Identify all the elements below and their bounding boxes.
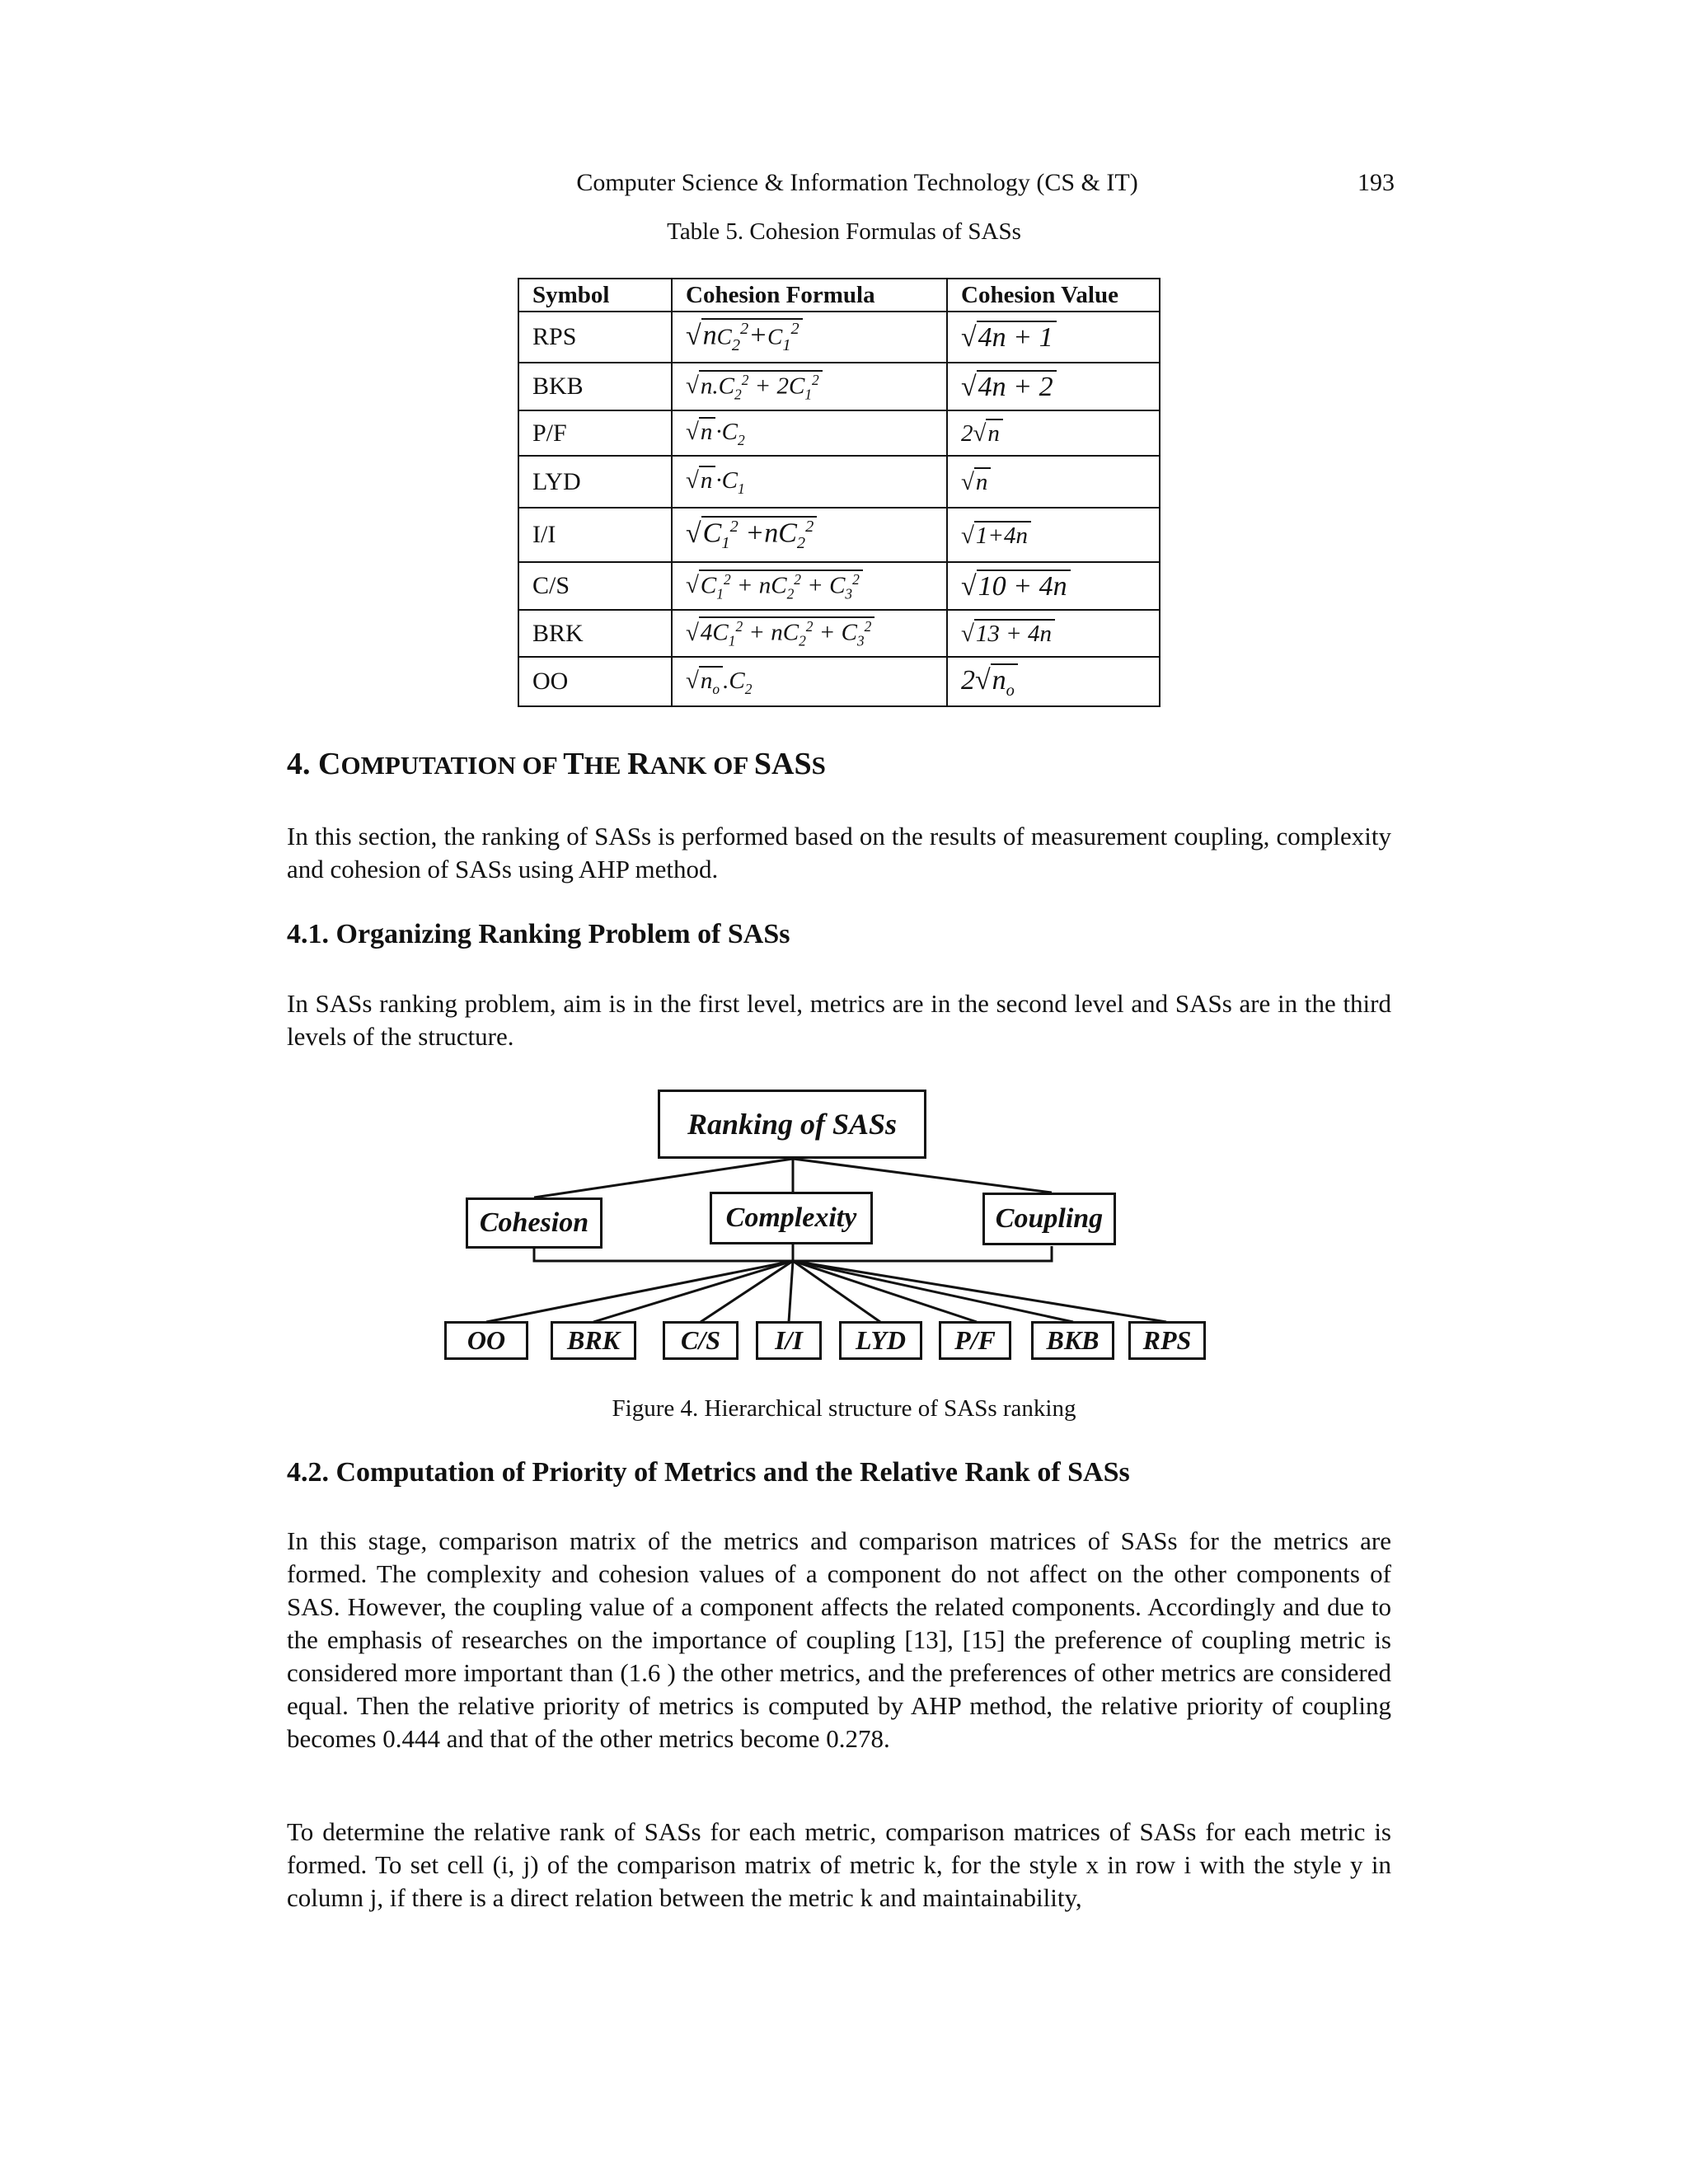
symbol-cell: C/S — [518, 562, 672, 610]
section-4-intro: In this section, the ranking of SASs is performed based on the results of measurement coupling, complexity and cohesion of SASs using AHP method. — [287, 822, 1391, 883]
symbol-cell: BKB — [518, 363, 672, 410]
formula-cell: $√n \cdot C_1$ — [672, 456, 947, 508]
section-4-1-body: In SASs ranking problem, aim is in the first level, metrics are in the second level and SASs are in the third levels of the structure. — [287, 989, 1391, 1051]
node-ii: I/I — [756, 1321, 822, 1360]
node-brk: BRK — [551, 1321, 636, 1360]
column-header-value: Cohesion Value — [947, 279, 1160, 312]
value-cell: √1+4n — [947, 508, 1160, 562]
section-4-heading: 4. COMPUTATION OF THE RANK OF SASS — [287, 747, 826, 781]
value-cell: √4n + 1 — [947, 312, 1160, 363]
page-number: 193 — [1357, 169, 1395, 196]
node-cs: C/S — [663, 1321, 738, 1360]
value-cell: √4n + 2 — [947, 363, 1160, 410]
formula-cell: $√C_1^2 + nC_2^2 + C_3^2$ — [672, 562, 947, 610]
formula-cell: $√nC_2^2+C_1^2$ — [672, 312, 947, 363]
value-cell: √10 + 4n — [947, 562, 1160, 610]
formula-cell: $√4C_1^2 + nC_2^2 + C_3^2$ — [672, 610, 947, 657]
section-4-2-heading: 4.2. Computation of Priority of Metrics and the Relative Rank of SASs — [287, 1457, 1130, 1488]
node-pf: P/F — [939, 1321, 1011, 1360]
figure-caption: Figure 4. Hierarchical structure of SASs ranking — [612, 1395, 1076, 1422]
node-bkb: BKB — [1031, 1321, 1114, 1360]
node-lyd: LYD — [839, 1321, 922, 1360]
value-cell: √13 + 4n — [947, 610, 1160, 657]
section-4-1-heading: 4.1. Organizing Ranking Problem of SASs — [287, 919, 790, 949]
symbol-cell: I/I — [518, 508, 672, 562]
value-cell: √n — [947, 456, 1160, 508]
formula-cell: $√n_o$ $.C_2$ — [672, 657, 947, 706]
symbol-cell: OO — [518, 657, 672, 706]
value-cell: $2√n_o$ — [947, 657, 1160, 706]
node-coupling: Coupling — [982, 1193, 1116, 1245]
section-4-2-paragraph-1: In this stage, comparison matrix of the metrics and comparison matrices of SASs for the metrics are formed. The complexity and cohesion values of a component do not affect on the other components of SAS. However, the coupling value of a component affects the related components. Accordingly and due to the emphasis of researches on the importance of coupling [13], [15] the preference of coupling metric is considered more important than (1.6 ) the other metrics, and the preferences of other metrics are considered equal. Then the relative priority of metrics is computed by AHP method, the relative priority of coupling becomes 0.444 and that of the other metrics become 0.278. — [287, 1526, 1391, 1753]
node-cohesion: Cohesion — [466, 1197, 603, 1249]
formula-cell: $√n \cdot C_2$ — [672, 410, 947, 456]
node-ranking-of-sass: Ranking of SASs — [658, 1090, 926, 1159]
column-header-symbol: Symbol — [518, 279, 672, 312]
symbol-cell: LYD — [518, 456, 672, 508]
section-4-2-paragraph-2: To determine the relative rank of SASs for each metric, comparison matrices of SASs for each metric is formed. To set cell (i, j) of the comparison matrix of metric k, for the style x in row i with the style y in column j, if there is a direct relation between the metric k and maintainability, — [287, 1817, 1391, 1912]
formula-cell: $√C_1^2 +nC_2^2$ — [672, 508, 947, 562]
node-complexity: Complexity — [710, 1192, 873, 1244]
formula-cell: $√n.C_2^2 + 2C_1^2$ — [672, 363, 947, 410]
table-caption: Table 5. Cohesion Formulas of SASs — [667, 218, 1021, 245]
symbol-cell: P/F — [518, 410, 672, 456]
node-rps: RPS — [1128, 1321, 1206, 1360]
value-cell: 2√n — [947, 410, 1160, 456]
symbol-cell: RPS — [518, 312, 672, 363]
column-header-formula: Cohesion Formula — [672, 279, 947, 312]
node-oo: OO — [444, 1321, 528, 1360]
symbol-cell: BRK — [518, 610, 672, 657]
running-header: Computer Science & Information Technology (CS & IT) — [576, 169, 1138, 196]
